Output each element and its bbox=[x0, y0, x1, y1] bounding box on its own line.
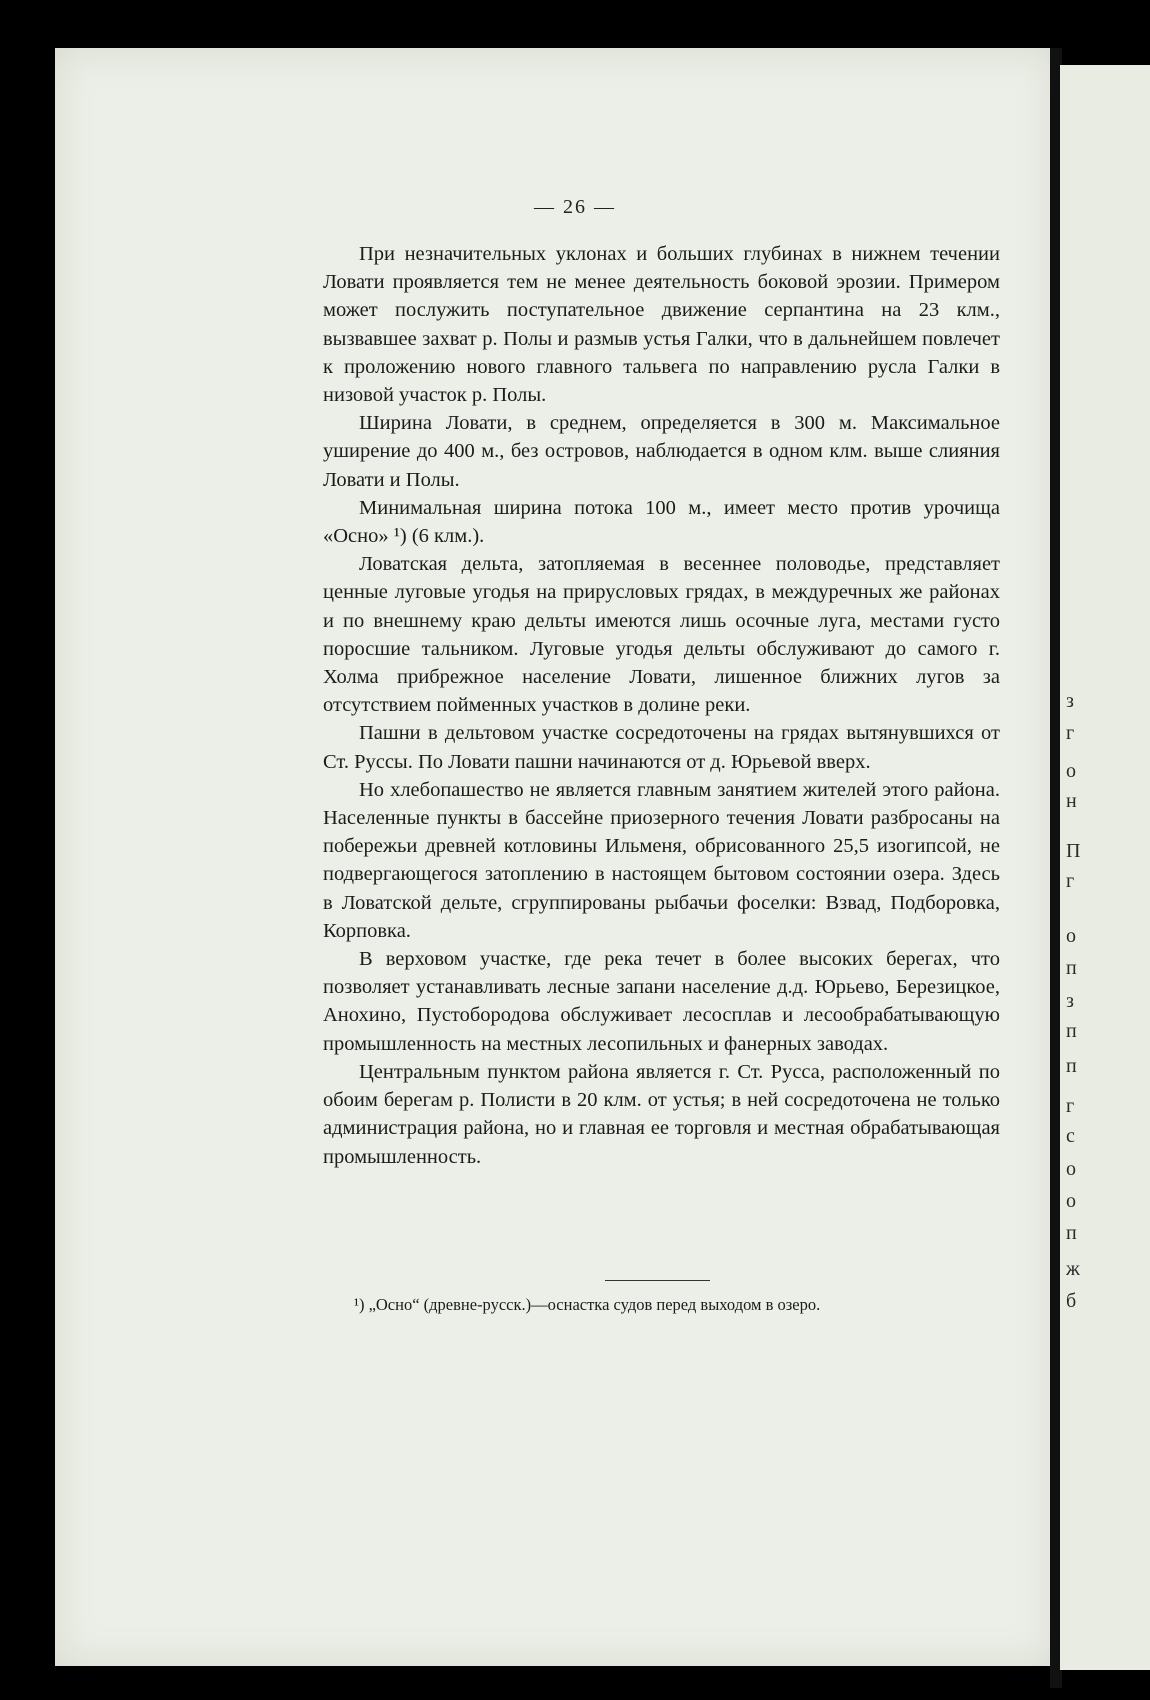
page-number: — 26 — bbox=[534, 196, 616, 218]
adjacent-page-letter: п bbox=[1066, 1222, 1077, 1244]
footnote: ¹) „Осно“ (древне-русск.)—оснастка судов перед выходом в озеро. bbox=[354, 1295, 821, 1314]
adjacent-page-letter: п bbox=[1066, 1055, 1077, 1077]
paragraph: Пашни в дельтовом участке сосредоточены на грядах вытянувшихся от Ст. Руссы. По Ловати пашни начинаются от д. Юрьевой вверх. bbox=[323, 722, 1000, 773]
adjacent-page-letter: н bbox=[1066, 790, 1077, 812]
paragraph: Минимальная ширина потока 100 м., имеет место против урочища «Осно» ¹) (6 клм.). bbox=[323, 496, 1000, 548]
footnote-divider bbox=[605, 1280, 710, 1281]
adjacent-page-letter: г bbox=[1066, 1095, 1075, 1117]
adjacent-page-letter: П bbox=[1066, 840, 1081, 862]
paragraph: Но хлебопашество не является главным занятием жителей этого района. Населенные пункты в бассейне приозерного течения Ловати разбросаны на побережьи древней котловины Ильменя, обрисованного 25,5 изогипсой, не подвергающегося затоплению в настоящем бытовом состоянии озера. Здесь в Ловатской дельте, сгруппированы рыбачьи фоселки: Взвад, Подборовка, Корповка. bbox=[323, 778, 1000, 942]
paragraph: Ширина Ловати, в среднем, определяется в 300 м. Максимальное уширение до 400 м., без островов, наблюдается в одном клм. выше слияния Ловати и Полы. bbox=[323, 412, 1000, 491]
body-text bbox=[323, 240, 1000, 1171]
adjacent-page-letter: з bbox=[1066, 990, 1074, 1012]
adjacent-page-letter: п bbox=[1066, 957, 1077, 979]
paragraph: Ловатская дельта, затопляемая в весеннее половодье, представляет ценные луговые угодья на прирусловых грядах, в междуречных же районах и по внешнему краю дельты имеются лишь осочные луга, местами густо поросшие тальником. Луговые угодья дельты обслуживают до самого г. Холма прибрежное население Ловати, лишенное ближних лугов за отсутствием пойменных участков в долине реки. bbox=[323, 553, 1000, 717]
paragraph: В верховом участке, где река течет в более высоких берегах, что позволяет устанавливать лесные запани население д.д. Юрьево, Березицкое, Анохино, Пустобородова обслуживает лесосплав и лесообрабатывающую промышленность на местных лесопильных и фанерных заводах. bbox=[323, 948, 1000, 1055]
adjacent-page-letter: з bbox=[1066, 690, 1074, 712]
adjacent-page-letter: г bbox=[1066, 870, 1075, 892]
adjacent-page-letter: о bbox=[1066, 925, 1076, 947]
paragraph: При незначительных уклонах и больших глубинах в нижнем течении Ловати проявляется тем не менее деятельность боковой эрозии. Примером может послужить поступательное движение серпантина на 23 клм., вызвавшее захват р. Полы и размыв устья Галки, что в дальнейшем повлечет к проложению нового главного тальвега по направлению русла Галки в низовой участок р. Полы. bbox=[323, 243, 1000, 407]
adjacent-page-letter: ж bbox=[1066, 1258, 1080, 1280]
adjacent-page-letter: б bbox=[1066, 1290, 1077, 1312]
adjacent-page-edge bbox=[1060, 65, 1150, 1670]
adjacent-page-letter: г bbox=[1066, 722, 1075, 744]
paragraph: Центральным пунктом района является г. Ст. Русса, расположенный по обоим берегам р. Полисти в 20 клм. от устья; в ней сосредоточена не только администрация района, но и главная ее торговля и местная обрабатывающая промышленность. bbox=[323, 1060, 1000, 1168]
adjacent-page-letter: о bbox=[1066, 760, 1076, 782]
adjacent-page-letter: о bbox=[1066, 1190, 1076, 1212]
adjacent-page-letter: п bbox=[1066, 1020, 1077, 1042]
adjacent-page-letter: с bbox=[1066, 1125, 1075, 1147]
adjacent-page-letter: о bbox=[1066, 1158, 1076, 1180]
